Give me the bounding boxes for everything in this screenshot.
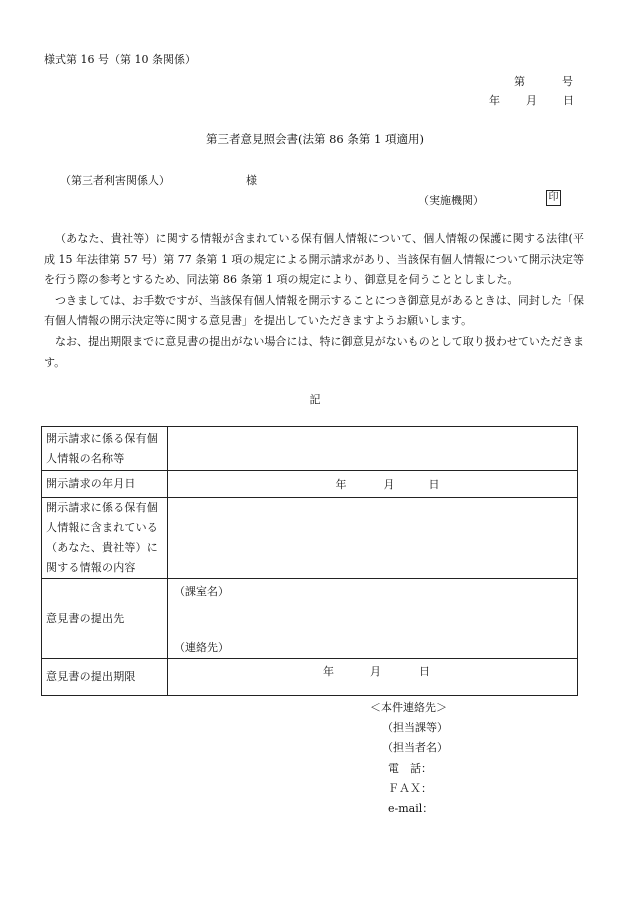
ki-heading: 記: [309, 393, 321, 406]
row-label-info-content: 開示請求に係る保有個人情報に含まれている（あなた、貴社等）に関する情報の内容: [42, 498, 168, 579]
request-date-month: 月: [383, 478, 395, 491]
row-value-submission-deadline: [168, 659, 578, 696]
deadline-year: 年: [323, 665, 334, 678]
form-number: 様式第 16 号（第 10 条関係）: [44, 53, 196, 66]
contact-fax: ＦＡＸ：: [388, 781, 432, 795]
document-title: 第三者意見照会書(法第 86 条第 1 項適用): [205, 132, 425, 146]
destination-department-label: （課室名）: [174, 585, 229, 598]
row-label-info-name: 開示請求に係る保有個人情報の名称等: [42, 427, 168, 471]
info-table: [41, 426, 578, 696]
deadline-month: 月: [370, 665, 381, 678]
contact-person: （担当者名）: [382, 741, 448, 755]
row-label-request-date: 開示請求の年月日: [42, 471, 168, 498]
request-date-day: 日: [428, 478, 440, 491]
row-label-submission-deadline: 意見書の提出期限: [42, 659, 168, 696]
date-year: 年: [489, 94, 500, 107]
body-paragraph-2: つきましては、お手数ですが、当該保有個人情報を開示することにつき御意見があるときは、同封した「保有個人情報の開示決定等に関する意見書」を提出していただきますようお願いします。: [44, 293, 584, 328]
contact-heading: ＜本件連絡先＞: [370, 701, 447, 714]
date-day: 日: [563, 94, 574, 107]
body-paragraph-1: （あなた、貴社等）に関する情報が含まれている保有個人情報について、個人情報の保護に関する法律(平成 15 年法律第 57 号）第 77 条第 1 項の規定による開示請求があり、当該保有個人情報について開示決定等を行う際の参考とするため、同法第 86 条第 1 項の規定により、御意見を伺うこととしました。: [44, 232, 584, 287]
table-row: [42, 579, 578, 659]
contact-department: （担当課等）: [382, 721, 448, 735]
date-month: 月: [526, 94, 537, 107]
reference-number-suffix: 号: [562, 75, 573, 88]
table-row: [42, 427, 578, 471]
destination-contact-label: （連絡先）: [174, 641, 229, 654]
row-value-submission-destination: [168, 579, 578, 659]
request-date-year: 年: [335, 478, 347, 491]
row-value-info-name: [168, 427, 578, 471]
table-row: [42, 659, 578, 696]
row-value-request-date: [168, 471, 578, 498]
table-row: [42, 498, 578, 579]
addressee-label: （第三者利害関係人）: [60, 174, 170, 187]
deadline-day: 日: [419, 665, 430, 678]
seal-stamp: 印: [546, 190, 561, 206]
reference-number-prefix: 第: [514, 75, 525, 88]
contact-block: [370, 698, 470, 819]
row-label-submission-destination: 意見書の提出先: [42, 579, 168, 659]
table-row: [42, 471, 578, 498]
body-paragraph-3: なお、提出期限までに意見書の提出がない場合には、特に御意見がないものとして取り扱わせていただきます。: [44, 334, 584, 369]
addressee-honorific: 様: [246, 174, 257, 187]
contact-email: e-mail：: [388, 801, 434, 815]
sender-agency-label: （実施機関）: [418, 194, 484, 207]
body-text: [44, 229, 584, 373]
contact-phone: 電 話：: [388, 761, 432, 775]
row-value-info-content: [168, 498, 578, 579]
